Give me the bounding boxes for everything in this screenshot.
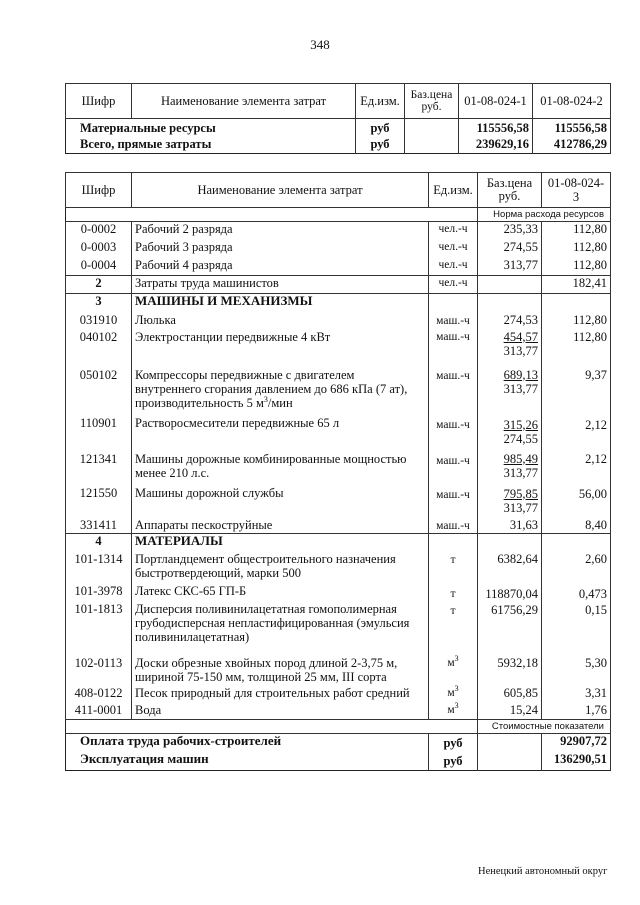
row-value: 3,31: [542, 686, 611, 703]
row-unit: маш.-ч: [429, 416, 478, 450]
table-row: [66, 486, 611, 518]
price-sub-value: 313,77: [503, 465, 538, 480]
row-name: Песок природный для строительных работ средний: [132, 686, 429, 703]
row-price: 15,24: [478, 703, 542, 720]
row-price: [478, 276, 542, 294]
row-unit: чел.-ч: [429, 276, 478, 294]
row-unit: маш.-ч: [429, 450, 478, 486]
header-base-price: [478, 173, 542, 208]
row-name: Рабочий 4 разряда: [132, 258, 429, 276]
row-name: Рабочий 2 разряда: [132, 222, 429, 240]
price-sub-value: 313,77: [503, 500, 538, 515]
row-code: 050102: [66, 364, 132, 416]
cost-label: Стоимостные показатели: [478, 720, 611, 734]
machinists-row: [66, 276, 611, 294]
header-code: Шифр: [66, 173, 132, 208]
table-row: [66, 450, 611, 486]
header-base-price-line1: Баз.цена: [410, 89, 453, 101]
row-code: 110901: [66, 416, 132, 450]
section-header-row: [66, 534, 611, 550]
row-name: Латекс СКС-65 ГП-Б: [132, 584, 429, 602]
row-code: 101-3978: [66, 584, 132, 602]
row-code: 040102: [66, 330, 132, 364]
table-row: [66, 240, 611, 258]
row-value: 112,80: [542, 222, 611, 240]
row-value: 1,76: [542, 703, 611, 720]
row-code: 408-0122: [66, 686, 132, 703]
row-unit: руб: [356, 119, 405, 138]
name-line: быстротвердеющий, марки 500: [135, 565, 301, 580]
header-col1: 01-08-024-3: [542, 173, 611, 208]
row-value: 112,80: [542, 240, 611, 258]
row-name: Люлька: [132, 310, 429, 330]
table-row: [66, 364, 611, 416]
row-unit: маш.-ч: [429, 518, 478, 534]
row-price: 605,85: [478, 686, 542, 703]
row-price: 61756,29: [478, 602, 542, 652]
row-value: 2,12: [542, 450, 611, 486]
row-name: Материальные ресурсы: [66, 119, 356, 138]
row-code: 0-0002: [66, 222, 132, 240]
row-unit: [429, 652, 478, 686]
name-line: шириной 75-150 мм, толщиной 25 мм, III сорта: [135, 669, 387, 684]
section-title: МАТЕРИАЛЫ: [132, 534, 429, 550]
row-name: Аппараты пескоструйные: [132, 518, 429, 534]
row-price: 313,77: [478, 258, 542, 276]
cost-value: 92907,72: [542, 734, 611, 753]
row-code: 2: [66, 276, 132, 294]
row-unit: маш.-ч: [429, 364, 478, 416]
name-line: Машины дорожные комбинированные мощностью: [135, 451, 407, 466]
row-unit: маш.-ч: [429, 486, 478, 518]
row-name: Вода: [132, 703, 429, 720]
name-line: производительность 5 м: [135, 395, 264, 410]
price-sub-value: 313,77: [503, 381, 538, 396]
row-code: 121341: [66, 450, 132, 486]
cost-name: Оплата труда рабочих-строителей: [66, 734, 429, 753]
row-value: 112,80: [542, 258, 611, 276]
header-unit: Ед.изм.: [429, 173, 478, 208]
row-value-2: 115556,58: [533, 119, 611, 138]
row-price: 118870,04: [478, 584, 542, 602]
norm-label: Норма расхода ресурсов: [478, 208, 611, 222]
row-value: 0,15: [542, 602, 611, 652]
row-price: [478, 330, 542, 364]
unit-text: м: [447, 656, 455, 669]
name-line: менее 210 л.с.: [135, 465, 210, 480]
section-title: МАШИНЫ И МЕХАНИЗМЫ: [132, 294, 429, 310]
table-row: [66, 602, 611, 652]
table-row: [66, 310, 611, 330]
table-row: [66, 550, 611, 584]
row-price: [478, 364, 542, 416]
row-base-price: [405, 137, 459, 154]
row-unit: руб: [356, 137, 405, 154]
row-value-1: 239629,16: [459, 137, 533, 154]
row-name: [132, 602, 429, 652]
row-code: 101-1813: [66, 602, 132, 652]
cost-unit: руб: [429, 734, 478, 753]
row-name: [132, 550, 429, 584]
cost-value: 136290,51: [542, 752, 611, 771]
table-row: [66, 584, 611, 602]
page-number: 348: [310, 37, 330, 52]
superscript: 3: [454, 683, 459, 693]
cost-unit: руб: [429, 752, 478, 771]
name-line: Компрессоры передвижные с двигателем: [135, 367, 355, 382]
table-row: [66, 222, 611, 240]
row-value: 0,473: [542, 584, 611, 602]
row-value: 5,30: [542, 652, 611, 686]
table-row: [66, 119, 611, 138]
section-code: 4: [66, 534, 132, 550]
table-header-row: [66, 84, 611, 119]
row-unit: т: [429, 584, 478, 602]
row-value: 112,80: [542, 330, 611, 364]
header-base-price: [405, 84, 459, 119]
row-value: 2,12: [542, 416, 611, 450]
section-code: 3: [66, 294, 132, 310]
row-value: 2,60: [542, 550, 611, 584]
row-name: Рабочий 3 разряда: [132, 240, 429, 258]
row-unit: маш.-ч: [429, 330, 478, 364]
row-price: 274,53: [478, 310, 542, 330]
price-sub-value: 274,55: [503, 431, 538, 446]
name-line-end: /мин: [267, 395, 293, 410]
row-code: 031910: [66, 310, 132, 330]
row-name: Всего, прямые затраты: [66, 137, 356, 154]
table-row: [66, 258, 611, 276]
table-row: [66, 416, 611, 450]
header-col2: 01-08-024-2: [533, 84, 611, 119]
price-value: 689,13: [503, 367, 538, 382]
row-code: 411-0001: [66, 703, 132, 720]
row-unit: т: [429, 602, 478, 652]
name-line: Дисперсия поливинилацетатная гомополимерная: [135, 601, 397, 616]
row-unit: [429, 683, 478, 703]
header-code: Шифр: [66, 84, 132, 119]
price-value: 795,85: [503, 486, 538, 501]
row-value: 8,40: [542, 518, 611, 534]
row-value: 56,00: [542, 486, 611, 518]
price-value: 985,49: [503, 451, 538, 466]
row-name: Машины дорожной службы: [132, 486, 429, 518]
row-name: [132, 450, 429, 486]
row-name: Электростанции передвижные 4 кВт: [132, 330, 429, 364]
header-unit: Ед.изм.: [356, 84, 405, 119]
row-value-2: 412786,29: [533, 137, 611, 154]
table-row: [66, 703, 611, 720]
header-name: Наименование элемента затрат: [132, 173, 429, 208]
table-row: [66, 137, 611, 154]
unit-text: м: [447, 686, 455, 699]
table-row: [66, 686, 611, 703]
price-value: 315,26: [503, 417, 538, 432]
row-price: [478, 486, 542, 518]
name-line: поливинилацетатная): [135, 629, 250, 644]
price-sub-value: 313,77: [503, 343, 538, 358]
row-code: 102-0113: [66, 652, 132, 686]
table-row: [66, 518, 611, 534]
cost-label-row: [66, 720, 611, 734]
name-line: внутреннего сгорания давлением до 686 кПа (7 ат),: [135, 381, 408, 396]
row-unit: маш.-ч: [429, 310, 478, 330]
superscript: 3: [454, 700, 459, 710]
row-price: [478, 450, 542, 486]
header-name: Наименование элемента затрат: [132, 84, 356, 119]
row-price: 274,55: [478, 240, 542, 258]
header-base-price-line2: руб.: [498, 189, 521, 203]
cost-row: [66, 752, 611, 771]
header-base-price-line1: Баз.цена: [486, 176, 533, 190]
superscript: 3: [263, 394, 268, 404]
row-value-1: 115556,58: [459, 119, 533, 138]
row-value: 112,80: [542, 310, 611, 330]
row-value: 182,41: [542, 276, 611, 294]
price-value: 454,57: [503, 329, 538, 344]
row-value: 9,37: [542, 364, 611, 416]
row-price: 6382,64: [478, 550, 542, 584]
row-name: Затраты труда машинистов: [132, 276, 429, 294]
footer-region: Ненецкий автономный округ: [478, 866, 608, 877]
unit-text: м: [447, 703, 455, 716]
name-line: грубодисперсная непластифицированная (эмульсия: [135, 615, 410, 630]
row-code: 0-0003: [66, 240, 132, 258]
row-name: Растворосмесители передвижные 65 л: [132, 416, 429, 450]
row-price: 31,63: [478, 518, 542, 534]
header-base-price-line2: руб.: [421, 101, 442, 113]
row-unit: чел.-ч: [429, 240, 478, 258]
name-line: Доски обрезные хвойных пород длиной 2-3,75 м,: [135, 655, 398, 670]
header-col1: 01-08-024-1: [459, 84, 533, 119]
summary-table: [65, 83, 611, 154]
table-row: [66, 330, 611, 364]
row-price: [478, 416, 542, 450]
superscript: 3: [454, 653, 459, 663]
table-header-row: [66, 173, 611, 208]
section-header-row: [66, 294, 611, 310]
row-name: [132, 652, 429, 686]
row-unit: чел.-ч: [429, 222, 478, 240]
row-code: 121550: [66, 486, 132, 518]
row-price: 5932,18: [478, 652, 542, 686]
row-price: 235,33: [478, 222, 542, 240]
name-line: Портландцемент общестроительного назначения: [135, 551, 396, 566]
row-name: [132, 364, 429, 416]
row-code: 331411: [66, 518, 132, 534]
row-code: 0-0004: [66, 258, 132, 276]
row-code: 101-1314: [66, 550, 132, 584]
table-row: [66, 652, 611, 686]
norm-label-row: [66, 208, 611, 222]
row-unit: чел.-ч: [429, 258, 478, 276]
resources-table: [65, 172, 611, 771]
cost-row: [66, 734, 611, 753]
cost-name: Эксплуатация машин: [66, 752, 429, 771]
row-unit: [429, 700, 478, 720]
row-base-price: [405, 119, 459, 138]
row-unit: т: [429, 550, 478, 584]
